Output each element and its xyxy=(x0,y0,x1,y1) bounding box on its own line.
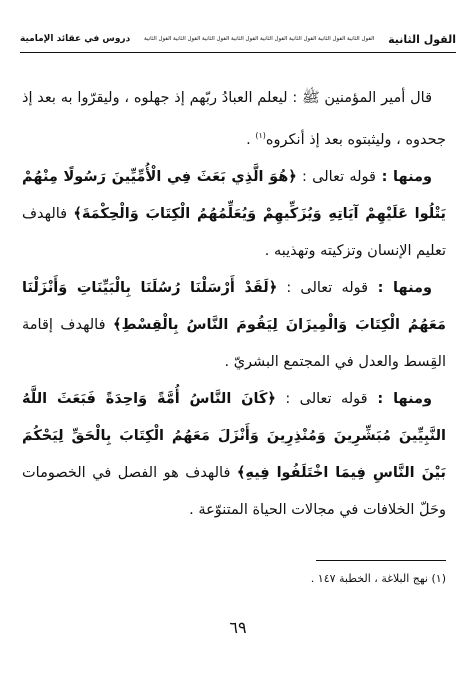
main-text xyxy=(22,80,446,529)
book-title: دروس في عقائد الإمامية xyxy=(20,34,131,44)
paragraph-end: . xyxy=(246,131,256,148)
paragraph-4 xyxy=(22,381,446,529)
footnote-reference: (١) xyxy=(255,131,266,140)
paragraph-after: فالهدف هو الفصل في الخصومات وحَلّ الخلافات في مجالات الحياة المتنوّعة . xyxy=(22,464,446,518)
paragraph-intro: قوله تعالى : xyxy=(277,279,369,296)
paragraph-after: فالهدف إقامة القِسط والعدل في المجتمع البشريّ . xyxy=(22,316,446,370)
quran-verse: ﴿هُوَ الَّذِي بَعَثَ فِي الْأُمِّيِّينَ رَسُولًا مِنْهُمْ يَتْلُوا عَلَيْهِمْ آيَاتِهِ وَيُزَكِّيهِمْ وَيُعَلِّمُهُمُ الْكِتَابَ وَالْحِكْمَةَ﴾ xyxy=(22,168,447,222)
paragraph-text: قال أمير المؤمنين ﷺ : ليعلم العبادُ ربّهم إذ جهلوه ، وليقرّوا به بعد إذ جحدوه ، وليثبتوه بعد إذ أنكروه xyxy=(22,90,446,148)
header-rule xyxy=(20,52,456,53)
page-number: ٦٩ xyxy=(229,618,247,637)
footnote: (١) نهج البلاغة ، الخطبة ١٤٧ . xyxy=(310,572,446,585)
paragraph-lead: ومنها : xyxy=(368,279,432,296)
running-title: القول الثانية القول الثانية القول الثانية القول الثانية القول الثانية القول الثانية القول الثانية القول الثانية xyxy=(144,36,375,42)
running-header xyxy=(20,28,456,50)
paragraph-after: فالهدف تعليم الإنسان وتزكيته وتهذيبه . xyxy=(22,205,446,259)
quran-verse: ﴿لَقَدْ أَرْسَلْنَا رُسُلَنَا بِالْبَيِّنَاتِ وَأَنْزَلْنَا مَعَهُمُ الْكِتَابَ وَالْمِيزَانَ لِيَقُومَ النَّاسُ بِالْقِسْطِ﴾ xyxy=(22,279,446,333)
paragraph-intro: قوله تعالى : xyxy=(296,168,376,185)
footnote-rule xyxy=(316,560,446,561)
paragraph-2 xyxy=(22,159,446,270)
quran-verse: ﴿كَانَ النَّاسُ أُمَّةً وَاحِدَةً فَبَعَثَ اللَّهُ النَّبِيِّينَ مُبَشِّرِينَ وَمُنْذِرِينَ وَأَنْزَلَ مَعَهُمُ الْكِتَابَ بِالْحَقِّ لِيَحْكُمَ بَيْنَ النَّاسِ فِيمَا اخْتَلَفُوا فِيهِ﴾ xyxy=(22,390,446,481)
paragraph-1 xyxy=(22,80,446,159)
section-title: القول الثانية xyxy=(388,32,456,46)
paragraph-lead: ومنها : xyxy=(367,390,432,407)
paragraph-lead: ومنها : xyxy=(375,168,432,185)
paragraph-3 xyxy=(22,270,446,381)
paragraph-intro: قوله تعالى : xyxy=(275,390,368,407)
